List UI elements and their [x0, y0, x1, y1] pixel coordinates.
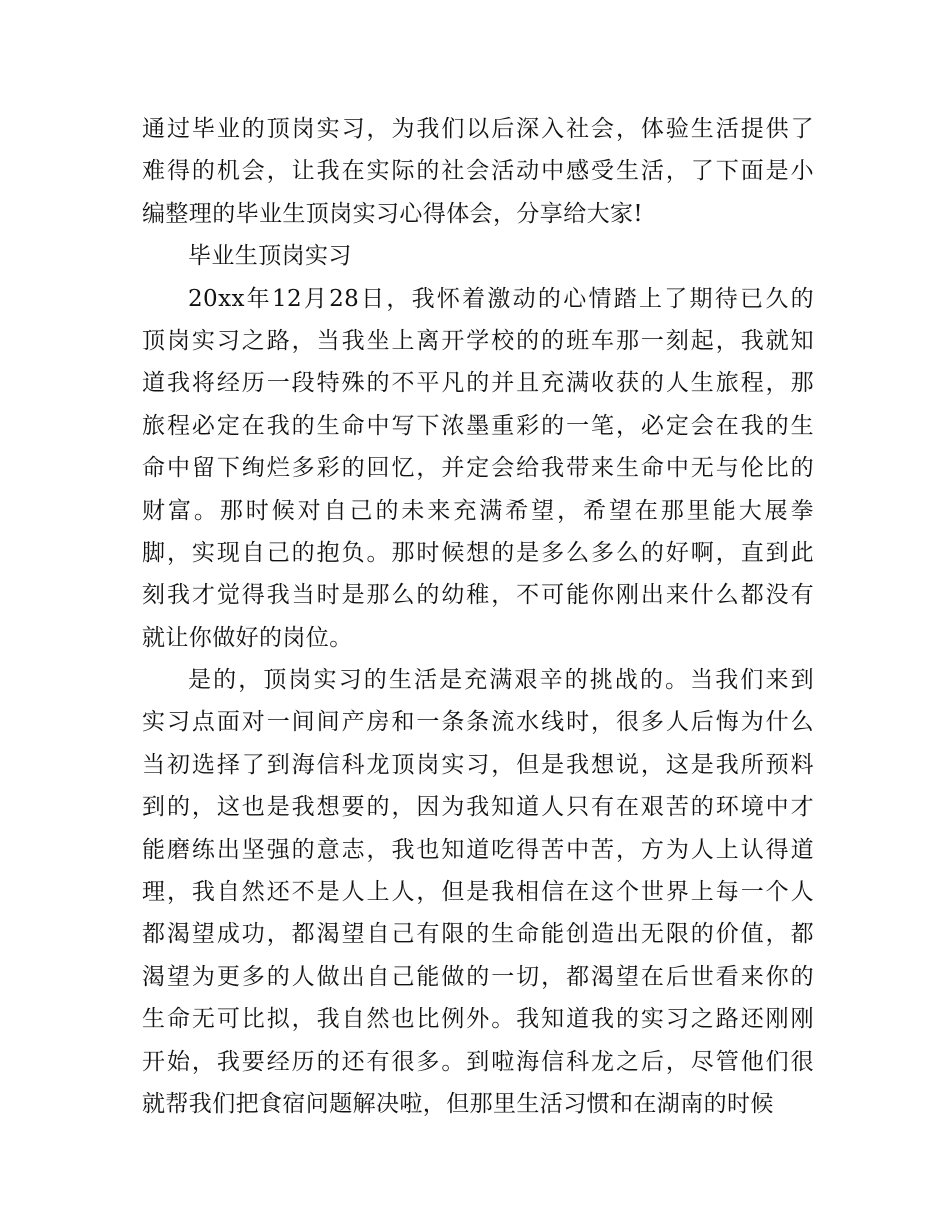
- text-line: 开始，我要经历的还有很多。到啦海信科龙之后，尽管他们很: [142, 1048, 814, 1075]
- text-line: 命中留下绚烂多彩的回忆，并定会给我带来生命中无与伦比的: [142, 455, 814, 482]
- text-line: 20xx年12月28日，我怀着激动的心情踏上了期待已久的: [188, 285, 814, 312]
- paragraph: [142, 659, 814, 1125]
- paragraph: [142, 108, 814, 235]
- text-line: 到的，这也是我想要的，因为我知道人只有在艰苦的环境中才: [142, 794, 814, 821]
- text-line: 理，我自然还不是人上人，但是我相信在这个世界上每一个人: [142, 879, 814, 906]
- text-line: 顶岗实习之路，当我坐上离开学校的的班车那一刻起，我就知: [142, 327, 814, 354]
- text-line: 编整理的毕业生顶岗实习心得体会，分享给大家!: [142, 200, 644, 227]
- text-line: 就让你做好的岗位。: [142, 624, 353, 651]
- text-line: 生命无可比拟，我自然也比例外。我知道我的实习之路还刚刚: [142, 1006, 814, 1033]
- text-line: 刻我才觉得我当时是那么的幼稚，不可能你刚出来什么都没有: [142, 582, 814, 609]
- text-line: 都渴望成功，都渴望自己有限的生命能创造出无限的价值，都: [142, 921, 814, 948]
- text-line: 通过毕业的顶岗实习，为我们以后深入社会，体验生活提供了: [142, 116, 814, 142]
- text-line: 旅程必定在我的生命中写下浓墨重彩的一笔，必定会在我的生: [142, 412, 814, 439]
- text-line: 实习点面对一间间产房和一条条流水线时，很多人后悔为什么: [142, 709, 814, 736]
- text-line: 当初选择了到海信科龙顶岗实习，但是我想说，这是我所预料: [142, 751, 814, 778]
- document-body: [142, 108, 814, 1125]
- paragraph: [142, 278, 814, 660]
- paragraph: [142, 235, 814, 277]
- text-line: 道我将经历一段特殊的不平凡的并且充满收获的人生旅程，那: [142, 370, 814, 397]
- text-line: 渴望为更多的人做出自己能做的一切，都渴望在后世看来你的: [142, 963, 814, 990]
- text-line: 难得的机会，让我在实际的社会活动中感受生活，了下面是小: [142, 158, 814, 185]
- text-line: 是的，顶岗实习的生活是充满艰辛的挑战的。当我们来到: [188, 667, 814, 694]
- text-line: 脚，实现自己的抱负。那时候想的是多么多么的好啊，直到此: [142, 539, 814, 566]
- text-line: 毕业生顶岗实习: [188, 243, 352, 270]
- text-line: 就帮我们把食宿问题解决啦，但那里生活习惯和在湖南的时候: [142, 1090, 774, 1117]
- text-line: 财富。那时候对自己的未来充满希望，希望在那里能大展拳: [142, 497, 814, 524]
- text-line: 能磨练出坚强的意志，我也知道吃得苦中苦，方为人上认得道: [142, 836, 814, 863]
